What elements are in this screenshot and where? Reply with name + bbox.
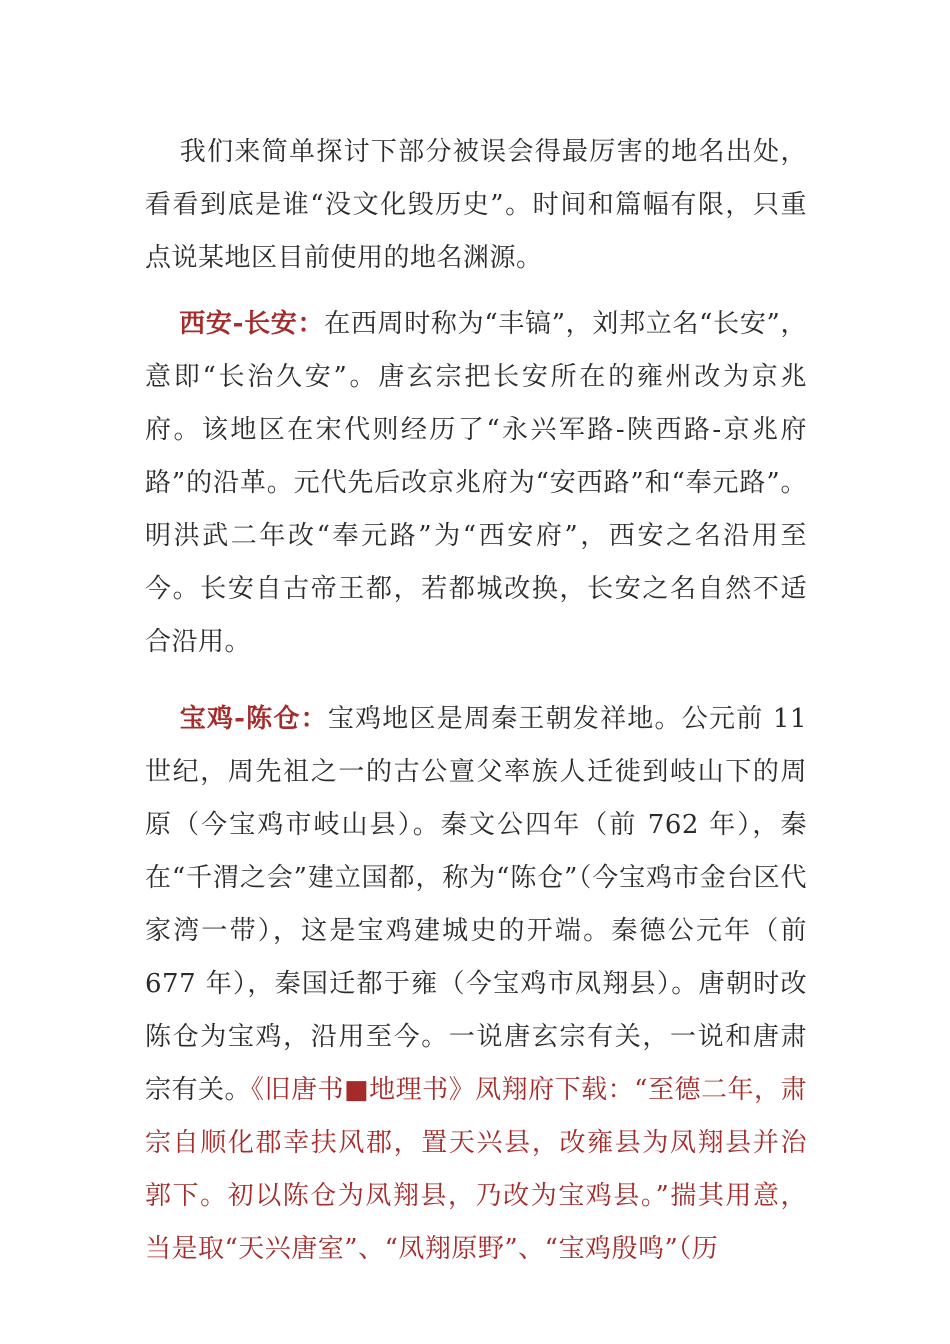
xian-term: 西安-长安： — [179, 309, 325, 339]
xian-paragraph — [145, 298, 807, 669]
baoji-term: 宝鸡-陈仓： — [179, 704, 328, 734]
baoji-paragraph — [145, 693, 807, 1276]
baoji-text: 宝鸡地区是周秦王朝发祥地。公元前 11 世纪，周先祖之一的古公亶父率族人迁徙到岐山下的周原（今宝鸡市岐山县）。秦文公四年（前 762 年），秦在“千渭之会”建立国都，称为“陈仓”（今宝鸡市金台区代家湾一带），这是宝鸡建城史的开端。秦德公元年（前 677 年），秦国迁都于雍（今宝鸡市凤翔县）。唐朝时改陈仓为宝鸡，沿用至今。一说唐玄宗有关，一说和唐肃宗有关。 — [145, 704, 807, 1105]
baoji-quote: 《旧唐书■地理书》凤翔府下载：“至德二年，肃宗自顺化郡幸扶风郡，置天兴县，改雍县为凤翔县并治郭下。初以陈仓为凤翔县，乃改为宝鸡县。”揣其用意，当是取“天兴唐室”、“凤翔原野”、“宝鸡殷鸣”（历 — [145, 1075, 807, 1264]
xian-text: 在西周时称为“丰镐”，刘邦立名“长安”，意即“长治久安”。唐玄宗把长安所在的雍州改为京兆府。该地区在宋代则经历了“永兴军路-陕西路-京兆府路”的沿革。元代先后改京兆府为“安西路”和“奉元路”。明洪武二年改“奉元路”为“西安府”，西安之名沿用至今。长安自古帝王都，若都城改换，长安之名自然不适合沿用。 — [145, 309, 808, 657]
intro-text: 我们来简单探讨下部分被误会得最厉害的地名出处，看看到底是谁“没文化毁历史”。时间和篇幅有限，只重点说某地区目前使用的地名渊源。 — [145, 137, 807, 273]
intro-paragraph — [145, 126, 807, 285]
